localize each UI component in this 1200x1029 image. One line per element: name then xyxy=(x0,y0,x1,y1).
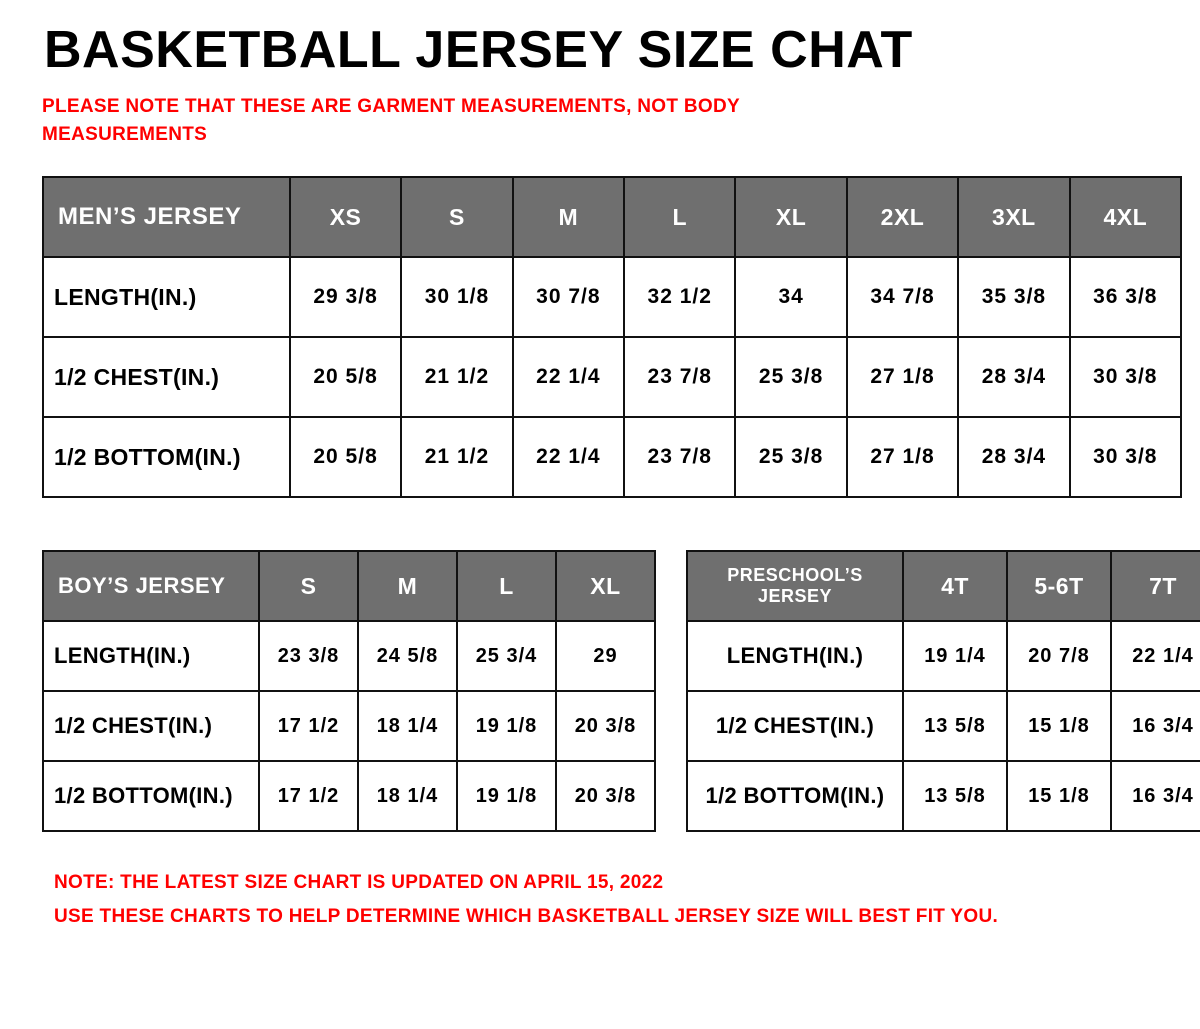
cell-value: 19 1/8 xyxy=(457,691,556,761)
footer-note-usage: USE THESE CHARTS TO HELP DETERMINE WHICH BASKETBALL JERSEY SIZE WILL BEST FIT YOU. xyxy=(54,905,999,927)
cell-value: 16 3/4 xyxy=(1111,691,1200,761)
cell-value: 23 3/8 xyxy=(259,621,358,691)
table-row xyxy=(687,761,1200,831)
cell-value: 28 3/4 xyxy=(958,417,1069,497)
cell-value: 34 xyxy=(735,257,846,337)
cell-value: 25 3/8 xyxy=(735,417,846,497)
preschool-table-corner-label: PRESCHOOL’S JERSEY xyxy=(687,551,903,621)
table-header-row xyxy=(43,177,1181,257)
cell-value: 20 5/8 xyxy=(290,337,401,417)
column-header-size: M xyxy=(358,551,457,621)
boys-table-corner-label: BOY’S JERSEY xyxy=(43,551,259,621)
row-label: 1/2 CHEST(IN.) xyxy=(43,691,259,761)
table-header-row xyxy=(687,551,1200,621)
cell-value: 30 1/8 xyxy=(401,257,512,337)
row-label: 1/2 BOTTOM(IN.) xyxy=(687,761,903,831)
column-header-size: 5-6T xyxy=(1007,551,1111,621)
cell-value: 29 3/8 xyxy=(290,257,401,337)
cell-value: 20 7/8 xyxy=(1007,621,1111,691)
row-label: 1/2 CHEST(IN.) xyxy=(687,691,903,761)
cell-value: 21 1/2 xyxy=(401,417,512,497)
table-row xyxy=(43,691,655,761)
row-label: 1/2 BOTTOM(IN.) xyxy=(43,417,290,497)
table-row xyxy=(687,691,1200,761)
table-row xyxy=(43,761,655,831)
cell-value: 28 3/4 xyxy=(958,337,1069,417)
column-header-size: 3XL xyxy=(958,177,1069,257)
table-row xyxy=(43,621,655,691)
cell-value: 35 3/8 xyxy=(958,257,1069,337)
row-label: 1/2 CHEST(IN.) xyxy=(43,337,290,417)
cell-value: 20 3/8 xyxy=(556,691,655,761)
cell-value: 22 1/4 xyxy=(513,417,624,497)
column-header-size: L xyxy=(457,551,556,621)
column-header-size: S xyxy=(259,551,358,621)
footer-notes xyxy=(54,866,1176,933)
table-row xyxy=(687,621,1200,691)
cell-value: 18 1/4 xyxy=(358,691,457,761)
cell-value: 16 3/4 xyxy=(1111,761,1200,831)
cell-value: 18 1/4 xyxy=(358,761,457,831)
column-header-size: S xyxy=(401,177,512,257)
cell-value: 17 1/2 xyxy=(259,761,358,831)
table-header-row xyxy=(43,551,655,621)
cell-value: 24 5/8 xyxy=(358,621,457,691)
column-header-size: 4XL xyxy=(1070,177,1181,257)
cell-value: 15 1/8 xyxy=(1007,761,1111,831)
cell-value: 13 5/8 xyxy=(903,761,1007,831)
cell-value: 19 1/4 xyxy=(903,621,1007,691)
cell-value: 30 3/8 xyxy=(1070,337,1181,417)
cell-value: 19 1/8 xyxy=(457,761,556,831)
lower-tables-row xyxy=(42,550,1194,832)
row-label: LENGTH(IN.) xyxy=(687,621,903,691)
cell-value: 17 1/2 xyxy=(259,691,358,761)
cell-value: 30 3/8 xyxy=(1070,417,1181,497)
cell-value: 25 3/8 xyxy=(735,337,846,417)
column-header-size: 4T xyxy=(903,551,1007,621)
cell-value: 32 1/2 xyxy=(624,257,735,337)
cell-value: 21 1/2 xyxy=(401,337,512,417)
table-row xyxy=(43,417,1181,497)
cell-value: 27 1/8 xyxy=(847,337,958,417)
column-header-size: XL xyxy=(735,177,846,257)
preschool-jersey-size-table xyxy=(686,550,1200,832)
cell-value: 30 7/8 xyxy=(513,257,624,337)
column-header-size: 2XL xyxy=(847,177,958,257)
column-header-size: XS xyxy=(290,177,401,257)
cell-value: 25 3/4 xyxy=(457,621,556,691)
cell-value: 23 7/8 xyxy=(624,337,735,417)
mens-jersey-size-table xyxy=(42,176,1182,498)
column-header-size: M xyxy=(513,177,624,257)
cell-value: 15 1/8 xyxy=(1007,691,1111,761)
cell-value: 20 5/8 xyxy=(290,417,401,497)
table-row xyxy=(43,257,1181,337)
footer-note-updated: NOTE: THE LATEST SIZE CHART IS UPDATED ON APRIL 15, 2022 xyxy=(54,872,664,894)
table-row xyxy=(43,337,1181,417)
cell-value: 27 1/8 xyxy=(847,417,958,497)
cell-value: 13 5/8 xyxy=(903,691,1007,761)
row-label: LENGTH(IN.) xyxy=(43,621,259,691)
page-title: BASKETBALL JERSEY SIZE CHAT xyxy=(44,21,913,79)
boys-jersey-size-table xyxy=(42,550,656,832)
mens-table-corner-label: MEN’S JERSEY xyxy=(43,177,290,257)
cell-value: 29 xyxy=(556,621,655,691)
row-label: LENGTH(IN.) xyxy=(43,257,290,337)
garment-measurement-note: PLEASE NOTE THAT THESE ARE GARMENT MEASUREMENTS, NOT BODY MEASUREMENTS xyxy=(42,96,740,145)
column-header-size: 7T xyxy=(1111,551,1200,621)
column-header-size: L xyxy=(624,177,735,257)
cell-value: 23 7/8 xyxy=(624,417,735,497)
cell-value: 22 1/4 xyxy=(1111,621,1200,691)
row-label: 1/2 BOTTOM(IN.) xyxy=(43,761,259,831)
cell-value: 22 1/4 xyxy=(513,337,624,417)
cell-value: 36 3/8 xyxy=(1070,257,1181,337)
column-header-size: XL xyxy=(556,551,655,621)
cell-value: 20 3/8 xyxy=(556,761,655,831)
cell-value: 34 7/8 xyxy=(847,257,958,337)
size-chart-page xyxy=(0,22,1200,1029)
